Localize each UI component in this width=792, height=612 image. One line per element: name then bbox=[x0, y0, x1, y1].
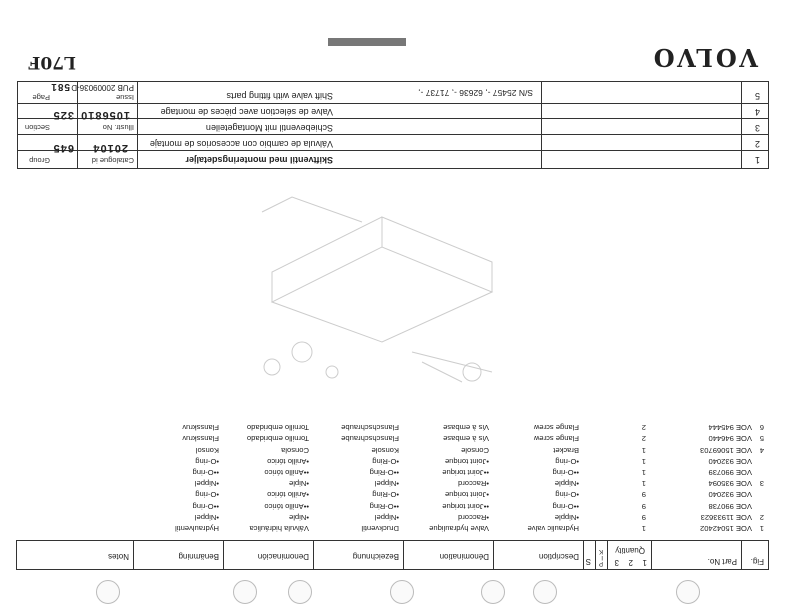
title-row-text: Skiftventil med monteringsdetaljer bbox=[185, 155, 333, 165]
binder-hole bbox=[233, 580, 257, 604]
qty-col-1: 1 bbox=[642, 558, 647, 567]
part-qty: 9 bbox=[641, 501, 646, 511]
denominacion-header: Denominación bbox=[257, 552, 309, 561]
part-es: ••Anillo tórico bbox=[264, 468, 309, 478]
part-part: VOE 946440 bbox=[708, 434, 752, 444]
part-es: Consola bbox=[281, 445, 309, 455]
part-de: •Nippel bbox=[374, 512, 399, 522]
part-qty: 1 bbox=[641, 468, 646, 478]
part-part: VOE 945444 bbox=[708, 423, 752, 433]
part-qty: 2 bbox=[641, 434, 646, 444]
part-fr: •Joint torique bbox=[444, 456, 489, 466]
part-sv: •O-ring bbox=[195, 490, 219, 500]
part-qty: 9 bbox=[641, 490, 646, 500]
quantity-header: Quantity bbox=[615, 546, 645, 555]
parts-row bbox=[26, 466, 766, 477]
bezeichnung-header: Bezeichnung bbox=[352, 552, 399, 561]
part-fig: 6 bbox=[759, 423, 764, 433]
part-part: VOE 990739 bbox=[708, 468, 752, 478]
part-de: ••O-Ring bbox=[369, 468, 399, 478]
part-sv: Hydraulventil bbox=[175, 524, 219, 533]
part-qty: 2 bbox=[641, 423, 646, 433]
part-sv: ••O-ring bbox=[192, 501, 219, 511]
part-fr: •Joint torique bbox=[444, 490, 489, 500]
part-de: Druckventil bbox=[361, 524, 399, 533]
part-sv: •O-ring bbox=[195, 456, 219, 466]
binder-hole bbox=[481, 580, 505, 604]
part-desc: ••O-ring bbox=[552, 468, 579, 478]
part-fr: •Raccord bbox=[458, 512, 489, 522]
part-es: •Anillo tórico bbox=[267, 456, 309, 466]
parts-row bbox=[26, 477, 766, 488]
part-de: •O-Ring bbox=[372, 490, 399, 500]
fig-header: Fig. bbox=[750, 557, 764, 566]
description-header: Description bbox=[538, 552, 579, 561]
binder-hole bbox=[288, 580, 312, 604]
part-sv: •Nippel bbox=[194, 512, 219, 522]
part-desc: •Nipple bbox=[554, 512, 579, 522]
part-de: Flanschschraube bbox=[341, 423, 399, 433]
title-row-number: 3 bbox=[754, 123, 760, 133]
part-part: VOE 15042402 bbox=[700, 524, 752, 533]
parts-row bbox=[26, 499, 766, 510]
part-sv: Konsol bbox=[195, 445, 219, 455]
parts-row bbox=[26, 511, 766, 522]
part-desc: Flange screw bbox=[533, 423, 579, 433]
binder-hole bbox=[390, 580, 414, 604]
part-fig: 4 bbox=[759, 445, 764, 455]
parts-table-header bbox=[16, 540, 769, 570]
part-fr: Valve hydraulique bbox=[429, 524, 489, 533]
part-qty: 1 bbox=[641, 479, 646, 489]
benamning-header: Benämning bbox=[178, 552, 219, 561]
serial-numbers: S/N 25457 -, 62636 -, 71737 -, bbox=[418, 88, 533, 98]
part-de: Flanschschraube bbox=[341, 434, 399, 444]
part-fr: ••Joint torique bbox=[442, 468, 489, 478]
title-row-text: Valve de sélection avec pièces de montage bbox=[160, 107, 333, 117]
parts-row bbox=[26, 488, 766, 499]
part-qty: 1 bbox=[641, 524, 646, 533]
binder-hole bbox=[533, 580, 557, 604]
group-label: Group bbox=[29, 156, 50, 165]
parts-row bbox=[26, 522, 766, 533]
part-de: •Nippel bbox=[374, 479, 399, 489]
part-qty: 1 bbox=[641, 445, 646, 455]
title-row-text: Válvula de cambio con accesorios de montaje bbox=[149, 139, 333, 149]
part-sv: ••O-ring bbox=[192, 468, 219, 478]
part-part: VOE 15069703 bbox=[700, 445, 752, 455]
part-part: VOE 935094 bbox=[708, 479, 752, 489]
pik-header: P I K bbox=[598, 548, 603, 566]
part-fr: Vis à embase bbox=[443, 423, 489, 433]
model-code: L70F bbox=[28, 52, 76, 72]
s-header: S bbox=[585, 557, 591, 566]
part-fr: •Raccord bbox=[458, 479, 489, 489]
section-value: 325 bbox=[52, 109, 74, 121]
part-desc: ••O-ring bbox=[552, 501, 579, 511]
parts-list bbox=[26, 421, 766, 533]
top-marker-bar bbox=[328, 38, 406, 46]
part-desc: Bracket bbox=[553, 445, 579, 455]
title-row-text: Schiebeventil mit Montageteilen bbox=[205, 123, 333, 133]
part-es: •Anillo tórico bbox=[267, 490, 309, 500]
title-row-text: Shift valve with fitting parts bbox=[226, 91, 333, 101]
title-row-number: 4 bbox=[754, 107, 760, 117]
part-fig: 1 bbox=[759, 524, 764, 533]
part-es: •Niple bbox=[289, 512, 309, 522]
title-row-number: 2 bbox=[754, 139, 760, 149]
part-desc: Flange screw bbox=[533, 434, 579, 444]
part-es: •Niple bbox=[289, 479, 309, 489]
part-es: Tornillo embridado bbox=[246, 423, 309, 433]
part-fr: Console bbox=[461, 445, 489, 455]
part-de: Konsole bbox=[371, 445, 399, 455]
parts-row bbox=[26, 455, 766, 466]
title-block bbox=[17, 81, 769, 169]
group-value: 645 bbox=[52, 142, 74, 154]
part-es: Válvula hidráulica bbox=[249, 524, 309, 533]
catalogue-label: Catalogue id bbox=[91, 156, 134, 165]
qty-col-2: 2 bbox=[628, 558, 633, 567]
part-part: VOE 932040 bbox=[708, 456, 752, 466]
part-no-header: Part No. bbox=[707, 557, 737, 566]
shift-valve-illustration bbox=[212, 182, 532, 412]
page-label: Page bbox=[32, 93, 50, 102]
part-fr: Vis à embase bbox=[443, 434, 489, 444]
catalogue-value: 20104 bbox=[92, 142, 128, 154]
issue-label: Issue bbox=[116, 93, 134, 102]
denomination-header: Dénomination bbox=[439, 552, 489, 561]
qty-col-3: 3 bbox=[614, 558, 619, 567]
part-fig: 3 bbox=[759, 479, 764, 489]
title-row-number: 5 bbox=[754, 91, 760, 101]
section-label: Section bbox=[24, 123, 50, 132]
binder-hole bbox=[96, 580, 120, 604]
illustr-value: 1056810 bbox=[80, 109, 130, 121]
part-sv: •Nippel bbox=[194, 479, 219, 489]
part-part: VOE 932040 bbox=[708, 490, 752, 500]
part-part: VOE 11933623 bbox=[700, 512, 752, 522]
part-fig: 5 bbox=[759, 434, 764, 444]
part-qty: 1 bbox=[641, 456, 646, 466]
part-desc: •O-ring bbox=[555, 490, 579, 500]
part-qty: 9 bbox=[641, 512, 646, 522]
issue-value: PUB 20009036-D bbox=[71, 83, 134, 92]
part-de: ••O-Ring bbox=[369, 501, 399, 511]
part-fr: ••Joint torique bbox=[442, 501, 489, 511]
parts-row bbox=[26, 432, 766, 443]
page-value: 581 bbox=[50, 81, 70, 92]
part-es: ••Anillo tórico bbox=[264, 501, 309, 511]
part-desc: •O-ring bbox=[555, 456, 579, 466]
part-de: •O-Ring bbox=[372, 456, 399, 466]
part-sv: Flansskruv bbox=[182, 434, 219, 444]
part-fig: 2 bbox=[759, 512, 764, 522]
part-desc: •Nipple bbox=[554, 479, 579, 489]
binder-hole bbox=[676, 580, 700, 604]
title-row-number: 1 bbox=[754, 155, 760, 165]
part-part: VOE 990738 bbox=[708, 501, 752, 511]
illustr-label: Illustr. No bbox=[102, 123, 134, 132]
notes-header: Notes bbox=[108, 552, 129, 561]
parts-row bbox=[26, 444, 766, 455]
part-desc: Hydraulic valve bbox=[527, 524, 579, 533]
parts-row bbox=[26, 421, 766, 432]
part-sv: Flansskruv bbox=[182, 423, 219, 433]
volvo-logo: VOLVO bbox=[650, 43, 758, 72]
part-es: Tornillo embridado bbox=[246, 434, 309, 444]
